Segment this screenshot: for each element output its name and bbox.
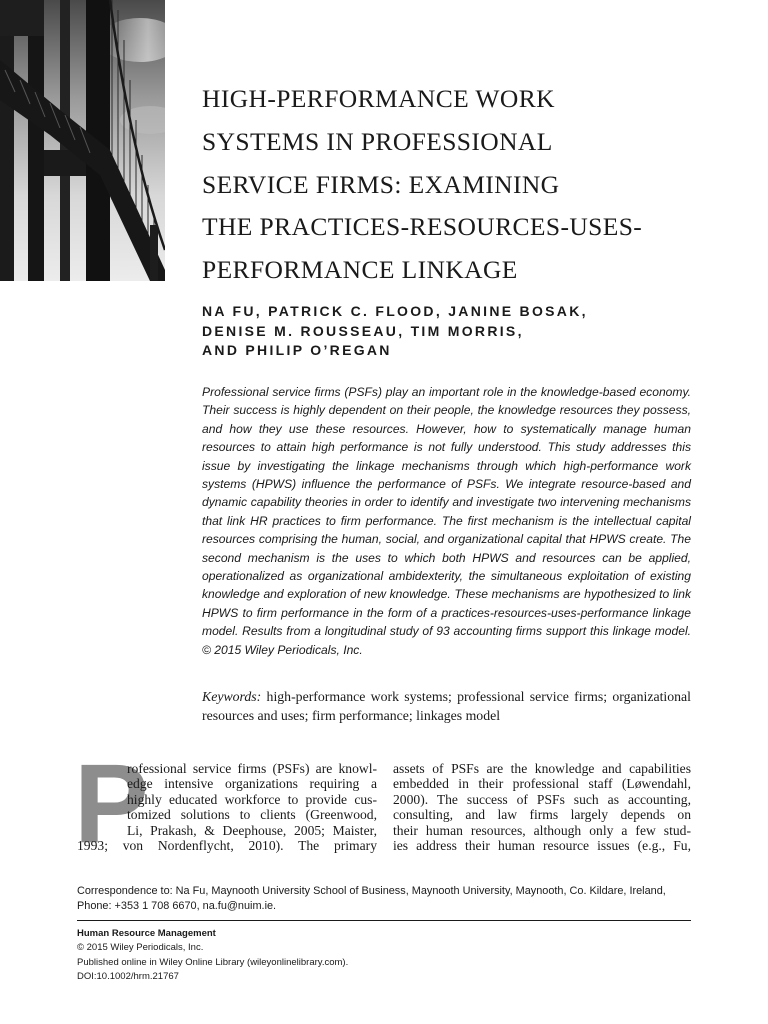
body-line: consulting, and law firms largely depends on [393,807,691,823]
article-title [202,78,722,292]
published-line: Published online in Wiley Online Library (wileyonlinelibrary.com). [77,956,349,968]
body-line: ies address their human resource issues (e.g., Fu, [393,838,691,854]
body-line: rofessional service firms (PSFs) are knowl- [127,761,377,776]
body-column-left [77,761,377,853]
correspondence-note: Correspondence to: Na Fu, Maynooth University School of Business, Maynooth University, Maynooth, Co. Kildare, Ireland, Phone: +353 1 708 6670, na.fu@nuim.ie. [77,885,666,912]
keywords [202,687,691,725]
doi-line: DOI:10.1002/hrm.21767 [77,970,179,982]
footer-divider [77,920,691,921]
body-line: 2000). The success of PSFs such as accounting, [393,791,691,807]
keywords-label: Keywords: [202,689,262,704]
title-line: THE PRACTICES-RESOURCES-USES- [202,212,643,242]
body-line: their human resources, although only a few stud- [393,822,691,838]
title-line: SERVICE FIRMS: EXAMINING [202,169,560,199]
title-line: HIGH-PERFORMANCE WORK [202,84,555,113]
body-line: tomized solutions to clients (Greenwood, [127,807,377,823]
title-line: SYSTEMS IN PROFESSIONAL [202,126,553,156]
bridge-photo [0,0,165,281]
body-line: highly educated workforce to provide cus- [127,791,377,807]
body-column-right [393,761,691,853]
author-list [202,302,722,361]
abstract: Professional service firms (PSFs) play an important role in the knowledge-based economy. Their success is highly dependent on their people, the knowledge resources they possess, and how they use these resources. However, how to systematically manage human resources to attain high performance is not fully understood. This study addresses this issue by investigating the linkage mechanisms through which high-performance work systems (HPWS) influence the performance of PSFs. We integrate resource-based and dynamic capability theories in order to identify and investigate two intervening mechanisms that link HR practices to firm performance. The first mechanism is the intellectual capital resources comprising the human, social, and organizational capital that HPWS create. The second mechanism is the uses to which both HPWS and resources can be applied, operationalized as organizational ambidexterity, the simultaneous exploitation of existing knowledge and exploration of new knowledge. These mechanisms are hypothesized to link HPWS to firm performance in the form of a practices-resources-uses-performance linkage model. Results from a longitudinal study of 93 accounting firms support this linkage model. © 2015 Wiley Periodicals, Inc. [202,385,691,657]
body-line: Li, Prakash, & Deephouse, 2005; Maister, [127,822,377,838]
body-line: 1993; von Nordenflycht, 2010). The primary [77,838,377,854]
body-line: embedded in their professional staff (Løwendahl, [393,776,691,792]
keywords-text: high-performance work systems; professional service firms; organizational resources and uses; firm performance; linkages model [202,689,691,723]
author-line: AND PHILIP O’REGAN [202,342,392,358]
copyright-line: © 2015 Wiley Periodicals, Inc. [77,942,204,954]
publication-info [77,927,677,984]
author-line: NA FU, PATRICK C. FLOOD, JANINE BOSAK, [202,303,588,319]
drop-cap: P [74,741,149,866]
body-line: assets of PSFs are the knowledge and capabilities [393,761,691,776]
journal-name: Human Resource Management [77,928,216,939]
author-line: DENISE M. ROUSSEAU, TIM MORRIS, [202,322,524,339]
body-line: edge intensive organizations requiring a [127,776,377,792]
title-line: PERFORMANCE LINKAGE [202,255,518,285]
bridge-photo-image [0,0,165,281]
